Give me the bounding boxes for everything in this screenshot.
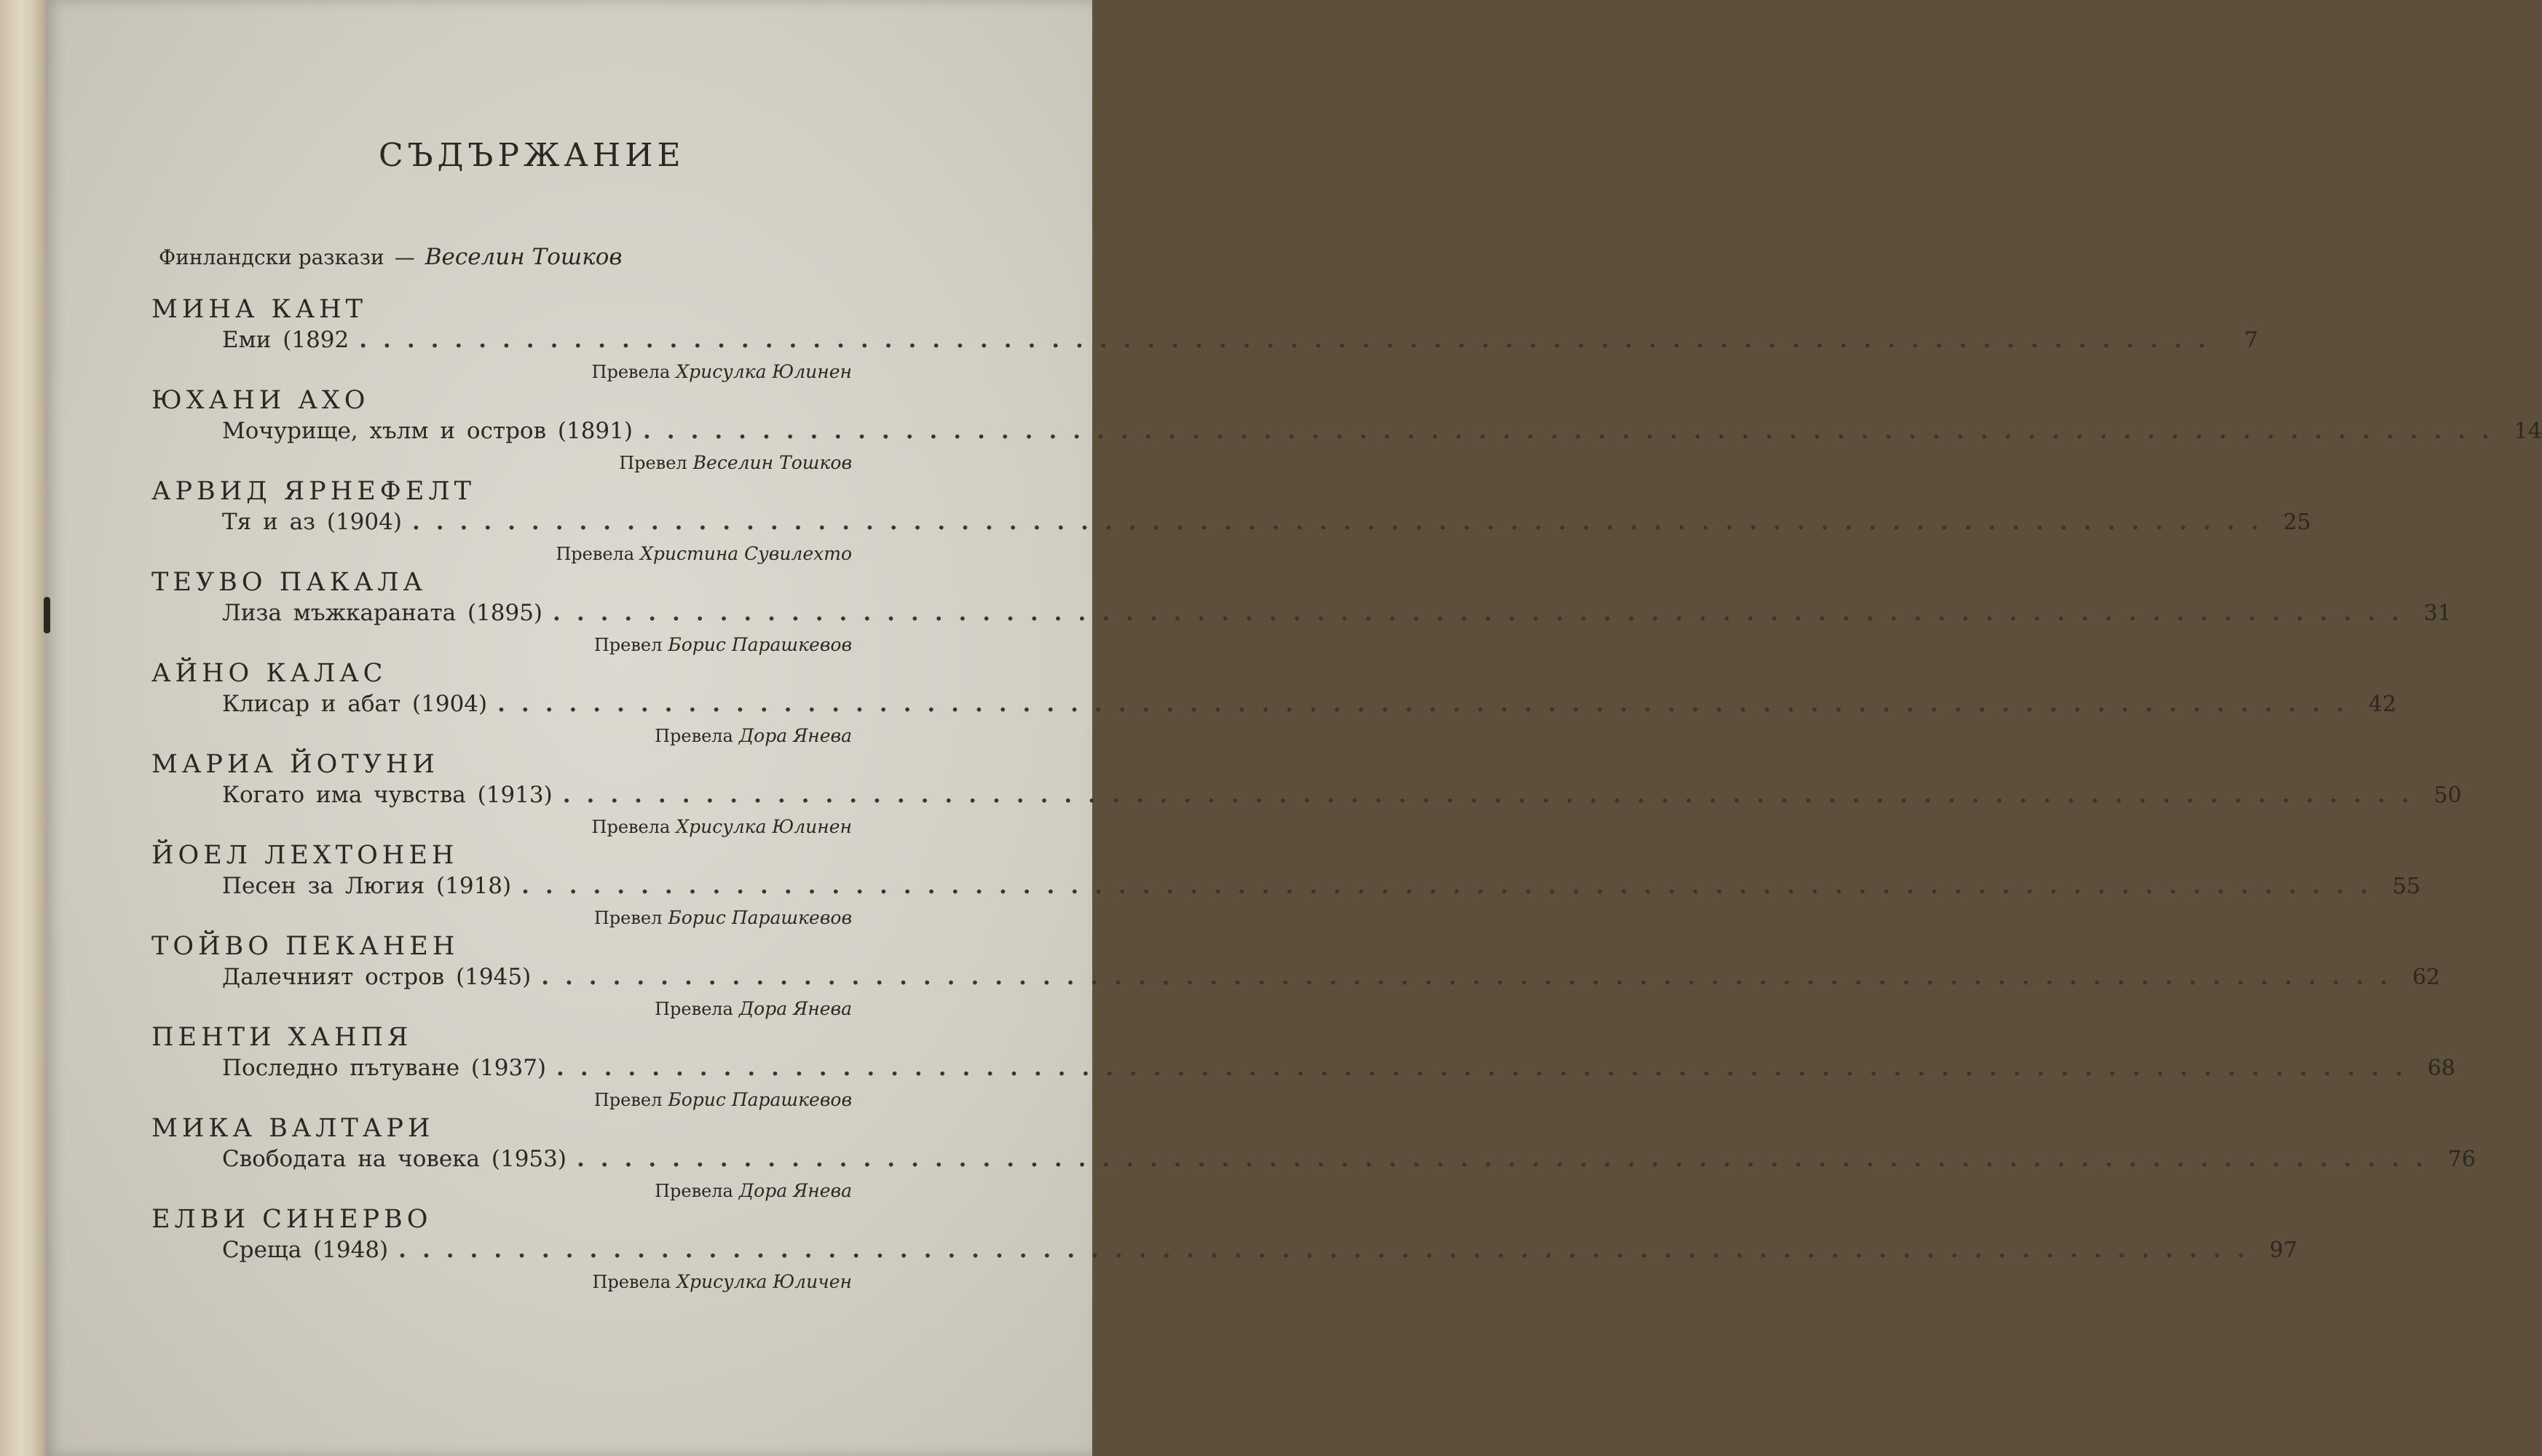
toc-entry bbox=[0, 750, 2462, 843]
translator-line bbox=[594, 907, 852, 928]
entry-author: МИКА ВАЛТАРИ bbox=[151, 1114, 435, 1143]
dot-leader: .............................................................................. bbox=[562, 782, 2425, 808]
translator-name: Дора Янева bbox=[738, 725, 852, 746]
dot-leader: .............................................................................. bbox=[642, 418, 2506, 444]
toc-entry bbox=[0, 477, 2311, 570]
translator-line bbox=[619, 452, 852, 473]
translator-label: Превела bbox=[655, 1181, 733, 1201]
translator-label: Превел bbox=[619, 453, 687, 473]
dot-leader: .............................................................................. bbox=[553, 600, 2415, 626]
story-line bbox=[222, 327, 2259, 356]
translator-line bbox=[592, 361, 852, 382]
entry-author: ЕЛВИ СИНЕРВО bbox=[151, 1205, 433, 1234]
page-number: 25 bbox=[2283, 510, 2311, 535]
dot-leader: .............................................................................. bbox=[411, 509, 2275, 535]
story-line bbox=[222, 873, 2420, 902]
intro-label: Финландски разкази bbox=[159, 245, 384, 269]
toc-entry bbox=[0, 1023, 2455, 1116]
toc-entry bbox=[0, 295, 2259, 388]
translator-label: Превела bbox=[556, 544, 635, 564]
translator-name: Борис Парашкевов bbox=[668, 634, 852, 655]
toc-entry bbox=[0, 932, 2441, 1025]
page-number: 7 bbox=[2243, 328, 2259, 353]
story-title: Далечният остров (1945) bbox=[222, 964, 532, 990]
translator-line bbox=[594, 1089, 852, 1110]
translator-line bbox=[655, 1180, 852, 1201]
translator-line bbox=[556, 543, 852, 564]
story-title: Клисар и абат (1904) bbox=[222, 691, 488, 717]
page-number: 68 bbox=[2427, 1056, 2455, 1081]
page-title: СЪДЪРЖАНИЕ bbox=[379, 137, 685, 174]
page-number: 62 bbox=[2412, 965, 2441, 990]
translator-name: Дора Янева bbox=[738, 1180, 852, 1201]
intro-author: Веселин Тошков bbox=[425, 244, 623, 270]
story-title: Когато има чувства (1913) bbox=[222, 782, 553, 808]
story-line bbox=[222, 964, 2441, 993]
translator-label: Превела bbox=[591, 817, 671, 837]
dot-leader: .............................................................................. bbox=[541, 964, 2404, 990]
story-line bbox=[222, 509, 2311, 538]
entry-author: ТЕУВО ПАКАЛА bbox=[151, 568, 427, 597]
entry-author: МАРИА ЙОТУНИ bbox=[151, 750, 439, 779]
toc-entry bbox=[0, 841, 2420, 934]
story-title: Тя и аз (1904) bbox=[222, 509, 402, 535]
toc-entry bbox=[0, 386, 2542, 479]
translator-name: Борис Парашкевов bbox=[668, 1089, 852, 1110]
translator-name: Хрисулка Юлинен bbox=[676, 361, 852, 382]
page-number: 14 bbox=[2514, 419, 2542, 444]
entry-author: ПЕНТИ ХАНПЯ bbox=[151, 1023, 413, 1052]
translator-name: Христина Сувилехто bbox=[640, 543, 852, 564]
translator-line bbox=[655, 998, 852, 1019]
translator-label: Превела bbox=[655, 726, 733, 746]
translator-label: Превел bbox=[593, 908, 663, 928]
story-line bbox=[222, 418, 2542, 447]
entry-author: МИНА КАНТ bbox=[151, 295, 367, 324]
page-number: 31 bbox=[2423, 601, 2452, 626]
translator-label: Превела bbox=[592, 1272, 671, 1292]
toc-entry bbox=[0, 568, 2452, 661]
story-line bbox=[222, 782, 2462, 811]
story-line bbox=[222, 1237, 2297, 1266]
translator-label: Превел bbox=[593, 635, 663, 655]
translator-line bbox=[592, 1271, 852, 1292]
dot-leader: .............................................................................. bbox=[359, 327, 2222, 353]
dot-leader: .............................................................................. bbox=[556, 1055, 2419, 1081]
page-number: 42 bbox=[2368, 692, 2396, 717]
page-number: 76 bbox=[2447, 1147, 2476, 1172]
translator-name: Дора Янева bbox=[738, 998, 852, 1019]
toc-entry bbox=[0, 659, 2396, 752]
page-number: 55 bbox=[2392, 874, 2420, 899]
translator-label: Превела bbox=[591, 362, 671, 382]
translator-name: Хрисулка Юличен bbox=[676, 1271, 852, 1292]
story-title: Последно пътуване (1937) bbox=[222, 1055, 547, 1081]
story-line bbox=[222, 1055, 2455, 1084]
story-line bbox=[222, 600, 2452, 629]
entry-author: ТОЙВО ПЕКАНЕН bbox=[151, 932, 459, 961]
story-title: Еми (1892 bbox=[222, 327, 350, 353]
story-title: Свободата на човека (1953) bbox=[222, 1146, 567, 1172]
entry-author: ЮХАНИ АХО bbox=[151, 386, 370, 415]
page-number: 50 bbox=[2434, 783, 2462, 808]
dot-leader: .............................................................................. bbox=[521, 873, 2384, 899]
translator-label: Превел bbox=[593, 1090, 663, 1110]
toc-entry bbox=[0, 1114, 2476, 1207]
translator-name: Хрисулка Юлинен bbox=[676, 816, 852, 837]
story-title: Среща (1948) bbox=[222, 1237, 389, 1263]
story-line bbox=[222, 691, 2396, 720]
story-title: Лиза мъжкараната (1895) bbox=[222, 600, 543, 626]
intro-entry bbox=[159, 244, 622, 270]
story-title: Песен за Люгия (1918) bbox=[222, 873, 512, 899]
page-number: 97 bbox=[2269, 1238, 2297, 1263]
dot-leader: .............................................................................. bbox=[576, 1146, 2439, 1172]
entry-author: АЙНО КАЛАС bbox=[151, 659, 387, 688]
story-line bbox=[222, 1146, 2476, 1175]
dot-leader: .............................................................................. bbox=[398, 1237, 2261, 1263]
entry-author: ЙОЕЛ ЛЕХТОНЕН bbox=[151, 841, 459, 870]
translator-name: Веселин Тошков bbox=[692, 452, 852, 473]
translator-line bbox=[655, 725, 852, 746]
dot-leader: .............................................................................. bbox=[497, 691, 2360, 717]
translator-label: Превела bbox=[655, 999, 733, 1019]
translator-name: Борис Парашкевов bbox=[668, 907, 852, 928]
toc-entry bbox=[0, 1205, 2297, 1298]
translator-line bbox=[592, 816, 852, 837]
translator-line bbox=[594, 634, 852, 655]
entry-author: АРВИД ЯРНЕФЕЛТ bbox=[151, 477, 475, 506]
intro-dash: — bbox=[394, 245, 415, 269]
story-title: Мочурище, хълм и остров (1891) bbox=[222, 418, 633, 444]
